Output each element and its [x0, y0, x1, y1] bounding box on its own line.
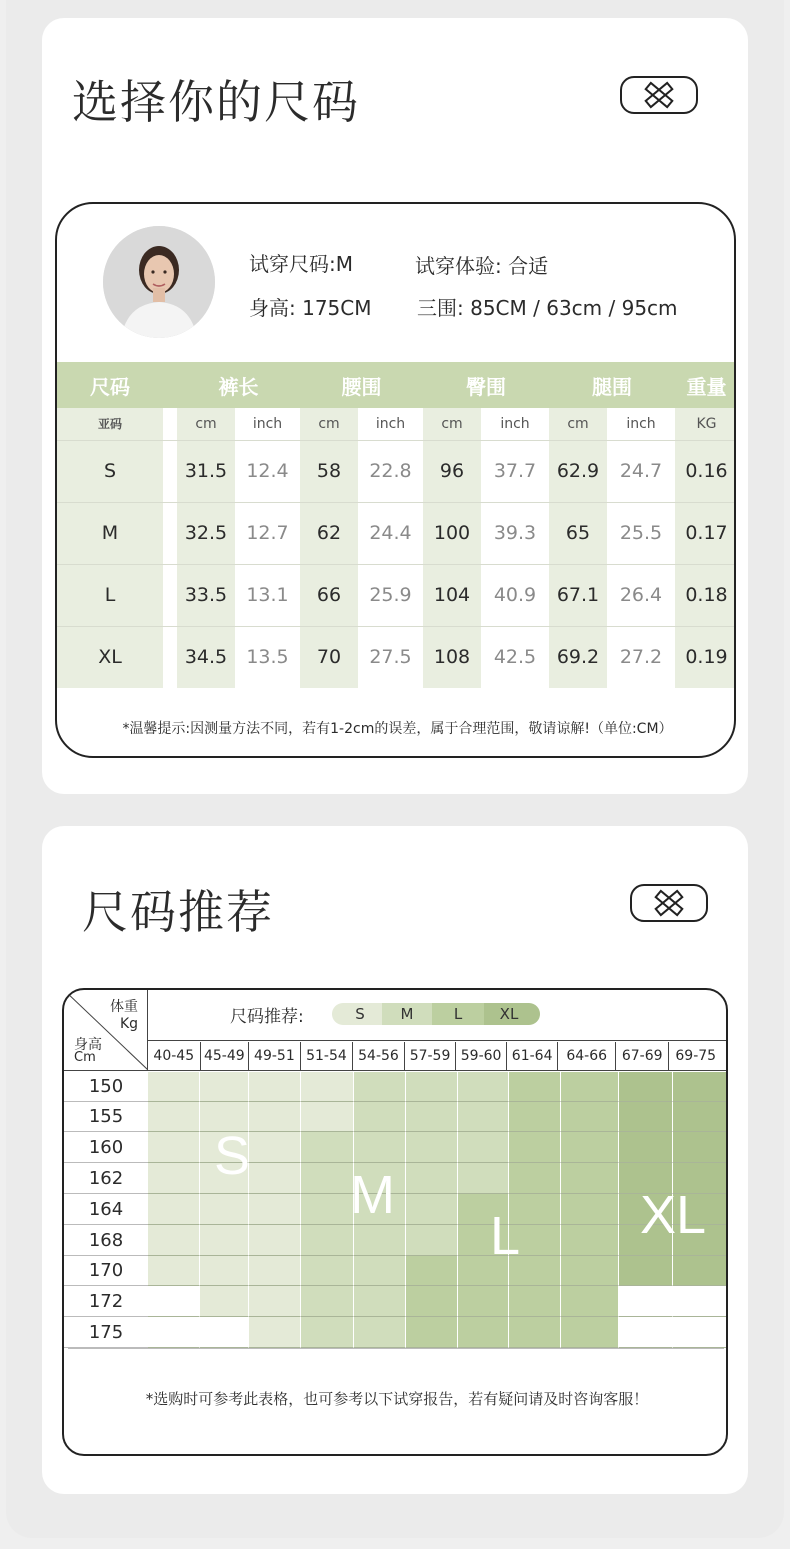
grid-cell-xl [673, 1072, 727, 1102]
grid-cell-s [148, 1102, 200, 1132]
size-value-cell: 13.1 [235, 564, 300, 626]
size-label-cell: L [57, 564, 163, 626]
grid-cell-m [354, 1317, 406, 1348]
size-value-cell: 25.5 [607, 502, 675, 564]
unit-inch: inch [481, 408, 549, 440]
size-value-cell: 0.17 [675, 502, 736, 564]
weight-header-row [148, 1042, 722, 1070]
measurement-tip: *温馨提示:因测量方法不同，若有1-2cm的误差，属于合理范围，敬请谅解!（单位:CM） [122, 721, 673, 737]
unit-inch: inch [607, 408, 675, 440]
size-table-unit-row [57, 408, 736, 440]
grid-cell-s [148, 1256, 200, 1286]
grid-cell-l [406, 1256, 458, 1286]
grid-cell-s [148, 1072, 200, 1102]
grid-cell-s [301, 1072, 354, 1102]
size-value-cell: 100 [423, 502, 481, 564]
unit-inch: inch [235, 408, 300, 440]
weight-range-header: 61-64 [506, 1042, 558, 1070]
corner-weight-label: 体重 [110, 999, 138, 1015]
corner-height-unit: Cm [74, 1050, 96, 1065]
grid-cell-m [301, 1286, 354, 1317]
grid-cell-xl [619, 1132, 673, 1163]
weight-range-header: 57-59 [404, 1042, 456, 1070]
grid-cell-m [301, 1225, 354, 1256]
grid-cell-s [301, 1102, 354, 1132]
weight-range-header: 51-54 [300, 1042, 353, 1070]
grid-cell-m [406, 1163, 458, 1194]
size-table-row [57, 440, 736, 502]
big-label-s: S [214, 1126, 251, 1186]
size-value-cell: 37.7 [481, 440, 549, 502]
size-table-header-row [57, 362, 736, 408]
size-label-cell: XL [57, 626, 163, 688]
grid-bottom-line [68, 1348, 724, 1349]
grid-cell-s [249, 1317, 301, 1348]
gap-cell [163, 502, 177, 564]
grid-cell-m [406, 1194, 458, 1225]
header-size: 尺码 [57, 362, 163, 408]
size-value-cell: 69.2 [549, 626, 607, 688]
grid-cell-s [249, 1132, 301, 1163]
size-value-cell: 104 [423, 564, 481, 626]
grid-cell-l [561, 1256, 619, 1286]
grid-cell-l [561, 1194, 619, 1225]
size-value-cell: 13.5 [235, 626, 300, 688]
header-divider [64, 1070, 728, 1071]
grid-cell-s [249, 1072, 301, 1102]
size-value-cell: 24.7 [607, 440, 675, 502]
grid-cell-s [148, 1132, 200, 1163]
header-weight: 重量 [675, 362, 736, 408]
height-label: 150 [64, 1072, 148, 1102]
size-value-cell: 70 [300, 626, 358, 688]
grid-cell-m [406, 1072, 458, 1102]
size-value-cell: 0.19 [675, 626, 736, 688]
grid-cell-empty [619, 1286, 673, 1317]
grid-cell-l [561, 1072, 619, 1102]
size-table [57, 362, 736, 688]
height-label: 160 [64, 1132, 148, 1163]
grid-cell-s [148, 1225, 200, 1256]
grid-cell-m [354, 1072, 406, 1102]
unit-cm: cm [300, 408, 358, 440]
grid-cell-m [301, 1163, 354, 1194]
grid-cell-m [354, 1225, 406, 1256]
grid-cell-l [561, 1286, 619, 1317]
legend-s: S [332, 1003, 382, 1025]
grid-cell-m [458, 1163, 509, 1194]
grid-cell-l [509, 1317, 561, 1348]
grid-cell-m [406, 1102, 458, 1132]
weight-range-header: 69-75 [668, 1042, 722, 1070]
size-value-cell: 65 [549, 502, 607, 564]
corner-weight-unit: Kg [120, 1016, 139, 1032]
header-length: 裤长 [177, 362, 300, 408]
grid-cell-l [561, 1102, 619, 1132]
size-value-cell: 26.4 [607, 564, 675, 626]
size-value-cell: 62 [300, 502, 358, 564]
model-avatar [103, 226, 215, 338]
size-value-cell: 27.2 [607, 626, 675, 688]
grid-cell-s [249, 1102, 301, 1132]
grid-cell-l [509, 1163, 561, 1194]
gap-cell [163, 440, 177, 502]
grid-cell-m [458, 1102, 509, 1132]
header-hip: 臀围 [423, 362, 549, 408]
grid-cell-m [354, 1286, 406, 1317]
unit-inch: inch [358, 408, 423, 440]
size-label-cell: M [57, 502, 163, 564]
grid-cell-s [148, 1194, 200, 1225]
big-label-xl: XL [640, 1185, 707, 1245]
size-value-cell: 40.9 [481, 564, 549, 626]
grid-cell-s [200, 1225, 249, 1256]
grid-cell-m [406, 1132, 458, 1163]
unit-cm: cm [423, 408, 481, 440]
size-table-row [57, 564, 736, 626]
model-measurements-text: 三围: 85CM / 63cm / 95cm [417, 296, 678, 320]
grid-cell-l [561, 1317, 619, 1348]
grid-cell-s [200, 1194, 249, 1225]
size-value-cell: 27.5 [358, 626, 423, 688]
header-thigh: 腿围 [549, 362, 675, 408]
grid-cell-s [249, 1256, 301, 1286]
grid-cell-s [249, 1194, 301, 1225]
size-table-row [57, 502, 736, 564]
grid-cell-empty [673, 1286, 727, 1317]
section-title-choose-size: 选择你的尺码 [72, 75, 360, 129]
grid-cell-m [301, 1256, 354, 1286]
grid-cell-l [561, 1163, 619, 1194]
size-value-cell: 31.5 [177, 440, 235, 502]
size-value-cell: 25.9 [358, 564, 423, 626]
size-label-cell: S [57, 440, 163, 502]
grid-cell-s [200, 1286, 249, 1317]
height-label: 164 [64, 1194, 148, 1225]
unit-cm: cm [549, 408, 607, 440]
recommendation-tip: *选购时可参考此表格，也可参考以下试穿报告，若有疑问请及时咨询客服！ [145, 1390, 649, 1408]
grid-cell-l [406, 1286, 458, 1317]
size-table-row [57, 626, 736, 688]
grid-cell-m [354, 1256, 406, 1286]
grid-cell-l [509, 1102, 561, 1132]
grid-cell-m [406, 1225, 458, 1256]
ruler-pencil-icon [630, 884, 708, 922]
grid-cell-m [301, 1317, 354, 1348]
grid-cell-l [509, 1286, 561, 1317]
weight-range-header: 49-51 [248, 1042, 300, 1070]
grid-cell-s [148, 1163, 200, 1194]
size-value-cell: 66 [300, 564, 358, 626]
grid-cell-m [301, 1194, 354, 1225]
grid-cell-xl [619, 1072, 673, 1102]
grid-cell-l [509, 1072, 561, 1102]
legend-xl: XL [484, 1003, 540, 1025]
size-chart-box [55, 202, 736, 758]
height-label: 168 [64, 1225, 148, 1256]
grid-cell-s [200, 1072, 249, 1102]
unit-asian-size: 亚码 [57, 408, 163, 440]
grid-cell-m [301, 1132, 354, 1163]
height-label: 172 [64, 1286, 148, 1317]
ruler-pencil-icon [620, 76, 698, 114]
grid-cell-xl [673, 1256, 727, 1286]
try-experience-text: 试穿体验: 合适 [415, 254, 549, 278]
size-value-cell: 42.5 [481, 626, 549, 688]
size-value-cell: 0.18 [675, 564, 736, 626]
grid-cell-empty [148, 1317, 200, 1348]
big-label-m: M [350, 1165, 395, 1225]
weight-range-header: 54-56 [352, 1042, 404, 1070]
weight-range-header: 64-66 [557, 1042, 615, 1070]
size-value-cell: 0.16 [675, 440, 736, 502]
grid-cell-l [458, 1317, 509, 1348]
weight-range-header: 67-69 [615, 1042, 669, 1070]
grid-cell-xl [619, 1256, 673, 1286]
grid-cell-m [354, 1132, 406, 1163]
legend-m: M [382, 1003, 432, 1025]
grid-cell-s [200, 1256, 249, 1286]
grid-cell-l [406, 1317, 458, 1348]
grid-cell-xl [619, 1102, 673, 1132]
corner-height-label: 身高 [74, 1037, 102, 1053]
height-label: 170 [64, 1256, 148, 1286]
header-waist: 腰围 [300, 362, 423, 408]
gap-cell [163, 564, 177, 626]
size-value-cell: 22.8 [358, 440, 423, 502]
recommendation-box [62, 988, 728, 1456]
unit-kg: KG [675, 408, 736, 440]
legend-label: 尺码推荐: [230, 1007, 304, 1027]
grid-cell-m [458, 1132, 509, 1163]
grid-cell-l [561, 1225, 619, 1256]
height-label: 175 [64, 1317, 148, 1348]
size-legend [332, 1003, 540, 1025]
weight-range-header: 59-60 [455, 1042, 506, 1070]
size-value-cell: 32.5 [177, 502, 235, 564]
size-value-cell: 96 [423, 440, 481, 502]
corner-cell [64, 990, 148, 1070]
size-value-cell: 39.3 [481, 502, 549, 564]
weight-range-header: 40-45 [153, 1048, 195, 1064]
grid-cell-s [249, 1225, 301, 1256]
size-value-cell: 58 [300, 440, 358, 502]
height-label: 162 [64, 1163, 148, 1194]
grid-cell-xl [673, 1132, 727, 1163]
legend-divider [148, 1040, 728, 1041]
size-value-cell: 12.4 [235, 440, 300, 502]
size-value-cell: 33.5 [177, 564, 235, 626]
big-label-l: L [490, 1206, 521, 1266]
grid-cell-l [509, 1132, 561, 1163]
grid-cell-empty [200, 1317, 249, 1348]
height-label: 155 [64, 1102, 148, 1132]
size-value-cell: 67.1 [549, 564, 607, 626]
size-value-cell: 34.5 [177, 626, 235, 688]
size-value-cell: 62.9 [549, 440, 607, 502]
grid-cell-l [561, 1132, 619, 1163]
grid-cell-empty [148, 1286, 200, 1317]
section-title-size-recommendation: 尺码推荐 [82, 885, 274, 939]
grid-cell-l [458, 1286, 509, 1317]
gap-cell [163, 626, 177, 688]
grid-cell-xl [673, 1102, 727, 1132]
grid-cell-m [458, 1072, 509, 1102]
size-value-cell: 12.7 [235, 502, 300, 564]
model-height-text: 身高: 175CM [249, 296, 372, 320]
weight-range-header: 45-49 [200, 1042, 249, 1070]
grid-cell-s [249, 1286, 301, 1317]
grid-cell-empty [619, 1317, 673, 1348]
grid-cell-empty [673, 1317, 727, 1348]
unit-cm: cm [177, 408, 235, 440]
grid-cell-m [354, 1102, 406, 1132]
size-value-cell: 24.4 [358, 502, 423, 564]
grid-cell-s [249, 1163, 301, 1194]
try-size-text: 试穿尺码:M [249, 252, 353, 276]
legend-l: L [432, 1003, 484, 1025]
size-value-cell: 108 [423, 626, 481, 688]
